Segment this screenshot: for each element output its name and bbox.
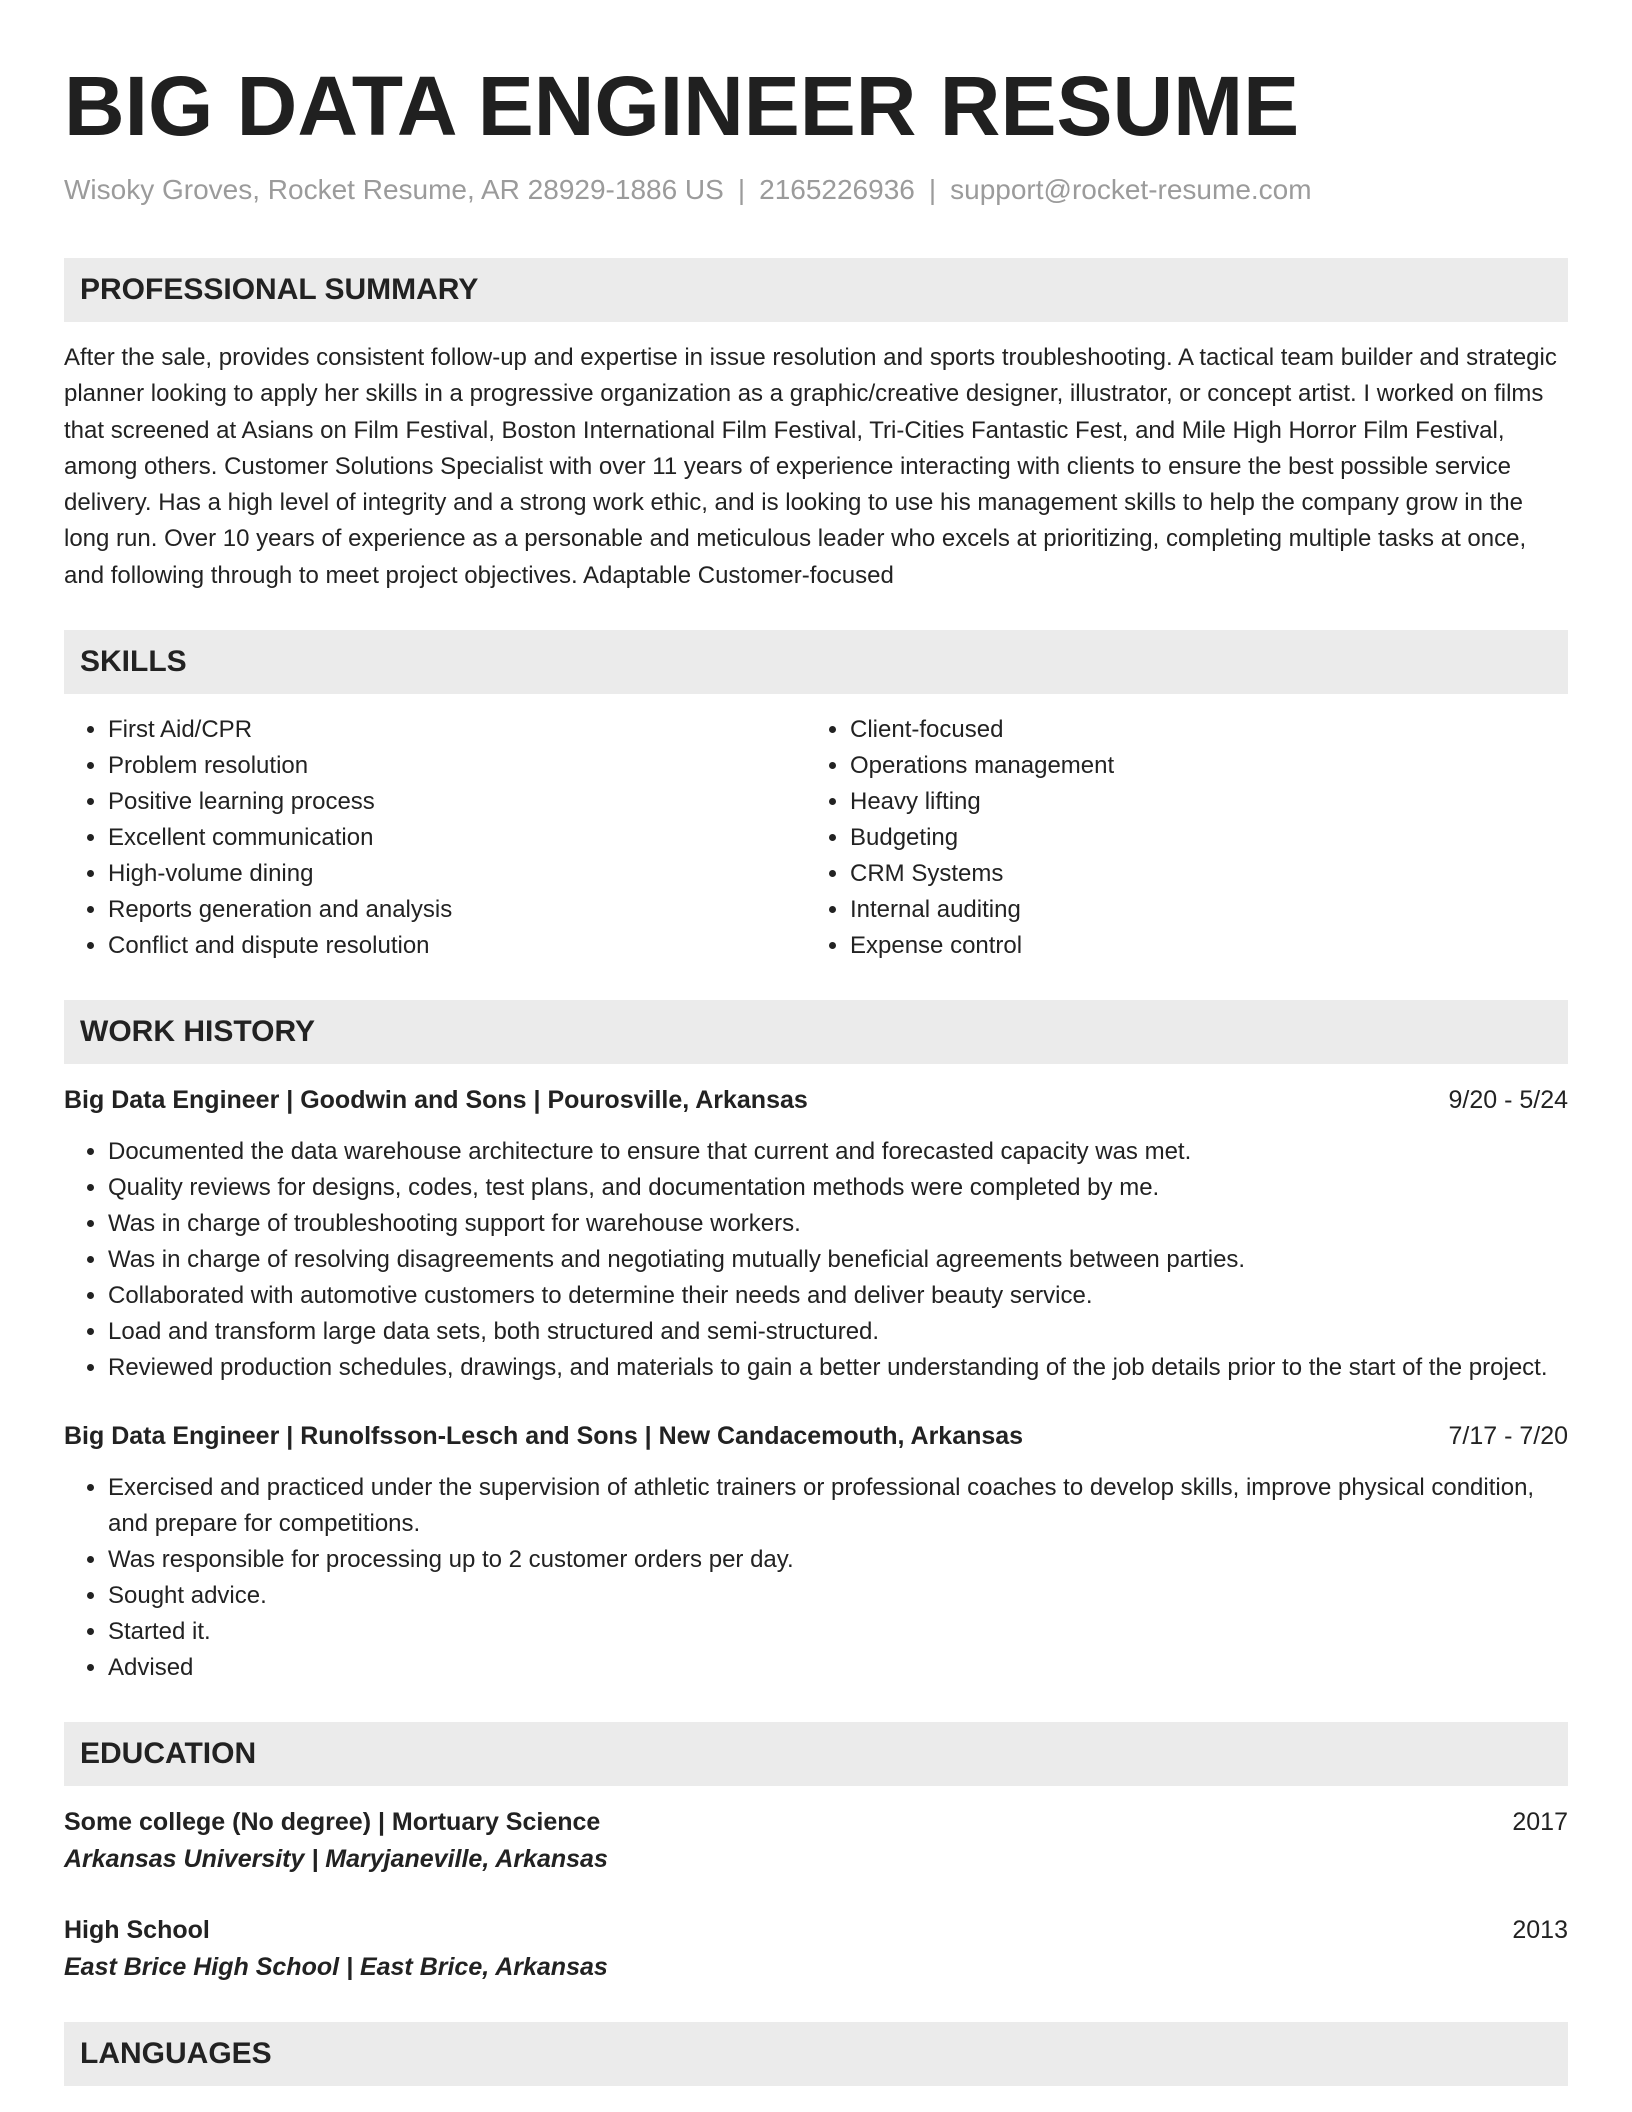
education-year: 2017 — [1512, 1808, 1568, 1837]
contact-separator: | — [737, 174, 746, 205]
skills-columns — [64, 712, 1568, 964]
job-bullets — [64, 1134, 1568, 1386]
job-bullet: • Quality reviews for designs, codes, test plans, and documentation methods were completed by me. — [108, 1170, 1568, 1206]
section-heading-education: EDUCATION — [64, 1722, 1568, 1786]
skill-item: • First Aid/CPR — [108, 712, 806, 748]
resume-title: BIG DATA ENGINEER RESUME — [64, 59, 1300, 153]
skill-item: • Conflict and dispute resolution — [108, 928, 806, 964]
job-bullet: • Collaborated with automotive customers to determine their needs and deliver beauty service. — [108, 1278, 1568, 1314]
job-title: Big Data Engineer | Runolfsson-Lesch and Sons | New Candacemouth, Arkansas — [64, 1422, 1024, 1451]
skill-item: • Reports generation and analysis — [108, 892, 806, 928]
education-year: 2013 — [1512, 1916, 1568, 1945]
education-school: Arkansas University | Maryjaneville, Arkansas — [64, 1845, 608, 1874]
education-degree: Some college (No degree) | Mortuary Science — [64, 1808, 601, 1837]
contact-separator: | — [928, 174, 937, 205]
job-bullet: • Exercised and practiced under the supervision of athletic trainers or professional coaches to develop skills, improve physical condition, and prepare for competitions. — [108, 1470, 1568, 1542]
contact-email: support@rocket-resume.com — [950, 174, 1312, 205]
job-bullet: • Sought advice. — [108, 1578, 1568, 1614]
education-header — [64, 1912, 1568, 1948]
skill-item: • Heavy lifting — [850, 784, 1548, 820]
skill-item: • Operations management — [850, 748, 1548, 784]
skills-list-left — [64, 712, 806, 964]
job-dates: 7/17 - 7/20 — [1448, 1422, 1568, 1451]
job-bullet: • Documented the data warehouse architecture to ensure that current and forecasted capacity was met. — [108, 1134, 1568, 1170]
contact-phone: 2165226936 — [759, 174, 915, 205]
skill-item: • Client-focused — [850, 712, 1548, 748]
skill-item: • Budgeting — [850, 820, 1548, 856]
section-heading-languages: LANGUAGES — [64, 2022, 1568, 2086]
job-header — [64, 1418, 1568, 1454]
job-dates: 9/20 - 5/24 — [1448, 1086, 1568, 1115]
job-title: Big Data Engineer | Goodwin and Sons | Pourosville, Arkansas — [64, 1086, 808, 1115]
skill-item: • High-volume dining — [108, 856, 806, 892]
education-degree: High School — [64, 1916, 210, 1945]
contact-line — [64, 172, 1568, 208]
skill-item: • Excellent communication — [108, 820, 806, 856]
job-bullet: • Was in charge of resolving disagreements and negotiating mutually beneficial agreements between parties. — [108, 1242, 1568, 1278]
skills-list-right — [806, 712, 1548, 964]
skill-item: • Positive learning process — [108, 784, 806, 820]
section-heading-skills: SKILLS — [64, 630, 1568, 694]
job-bullet: • Was responsible for processing up to 2 customer orders per day. — [108, 1542, 1568, 1578]
job-bullet: • Reviewed production schedules, drawings, and materials to gain a better understanding of the job details prior to the start of the project. — [108, 1350, 1568, 1386]
section-heading-work-history: WORK HISTORY — [64, 1000, 1568, 1064]
job-bullet: • Load and transform large data sets, both structured and semi-structured. — [108, 1314, 1568, 1350]
education-header — [64, 1804, 1568, 1840]
job-bullet: • Was in charge of troubleshooting support for warehouse workers. — [108, 1206, 1568, 1242]
section-heading-summary: PROFESSIONAL SUMMARY — [64, 258, 1568, 322]
summary-text: After the sale, provides consistent follow-up and expertise in issue resolution and sports troubleshooting. A tactical team builder and strategic planner looking to apply her skills in a progressive organization as a graphic/creative designer, illustrator, or concept artist. I worked on films that screened at Asians on Film Festival, Boston International Film Festival, Tri-Cities Fantastic Fest, and Mile High Horror Film Festival, among others. Customer Solutions Specialist with over 11 years of experience interacting with clients to ensure the best possible service delivery. Has a high level of integrity and a strong work ethic, and is looking to use his management skills to help the company grow in the long run. Over 10 years of experience as a personable and meticulous leader who excels at prioritizing, completing multiple tasks at once, and following through to meet project objectives. Adaptable Customer-focused — [64, 344, 1557, 589]
job-bullet: • Started it. — [108, 1614, 1568, 1650]
skill-item: • Expense control — [850, 928, 1548, 964]
job-bullet: • Advised — [108, 1650, 1568, 1686]
skill-item: • Problem resolution — [108, 748, 806, 784]
skill-item: • CRM Systems — [850, 856, 1548, 892]
education-school: East Brice High School | East Brice, Arkansas — [64, 1953, 608, 1982]
job-header — [64, 1082, 1568, 1118]
contact-address: Wisoky Groves, Rocket Resume, AR 28929-1886 US — [64, 174, 724, 205]
skill-item: • Internal auditing — [850, 892, 1548, 928]
job-bullets — [64, 1470, 1568, 1686]
